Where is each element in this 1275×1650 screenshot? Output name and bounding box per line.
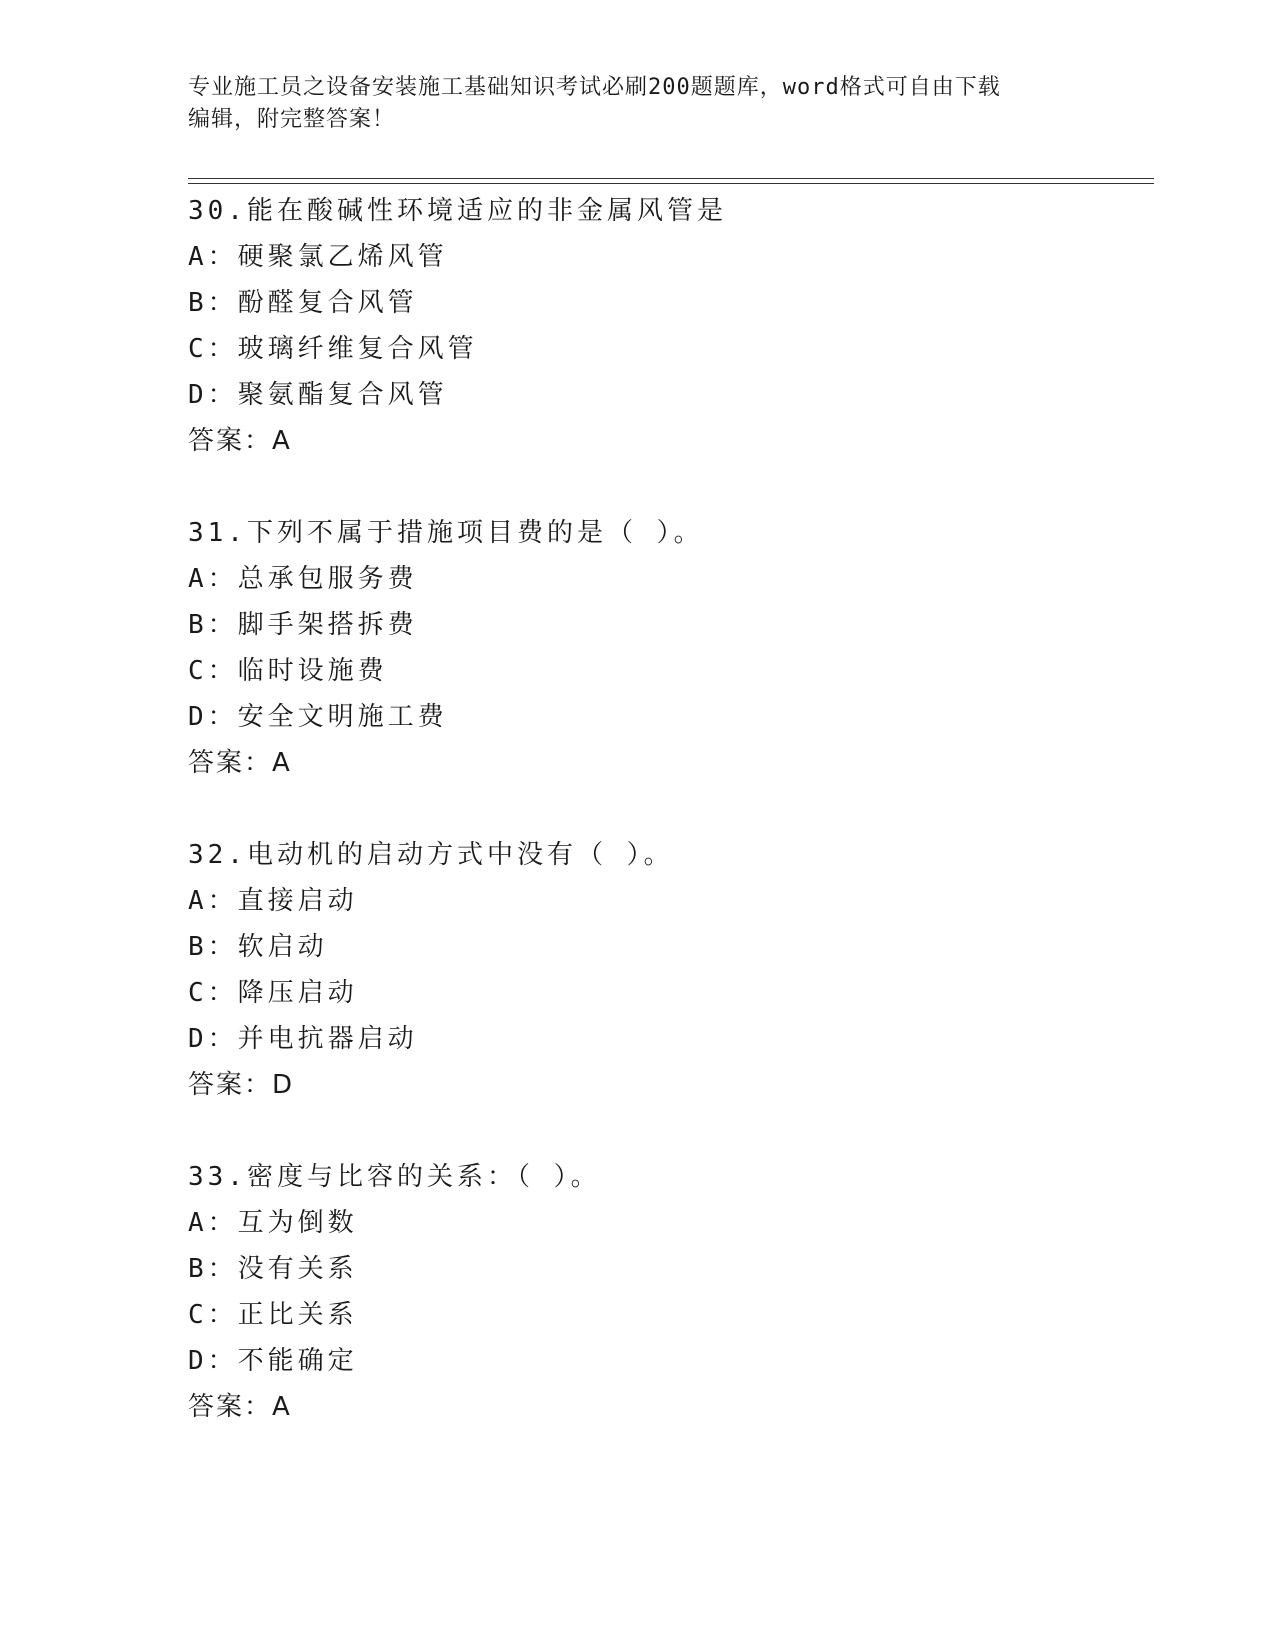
question-stem: 32.电动机的启动方式中没有（ ）。 [188, 840, 674, 870]
option-c: C：玻璃纤维复合风管 [188, 334, 478, 364]
option-d: D：不能确定 [188, 1346, 358, 1376]
option-a: A：直接启动 [188, 886, 358, 916]
answer-label: 答案：A [188, 748, 292, 778]
question-stem: 31.下列不属于措施项目费的是（ ）。 [188, 518, 704, 548]
option-b: B：软启动 [188, 932, 328, 962]
answer-label: 答案：D [188, 1070, 295, 1100]
question-33 [188, 1154, 1148, 1430]
option-a: A：互为倒数 [188, 1208, 358, 1238]
option-d: D：聚氨酯复合风管 [188, 380, 448, 410]
answer-label: 答案：A [188, 1392, 292, 1422]
option-b: B：脚手架搭拆费 [188, 610, 418, 640]
question-30 [188, 188, 1148, 464]
option-b: B：没有关系 [188, 1254, 358, 1284]
option-c: C：临时设施费 [188, 656, 388, 686]
option-a: A：总承包服务费 [188, 564, 418, 594]
header-line-2: 编辑，附完整答案！ [188, 107, 396, 132]
header-divider [188, 178, 1154, 184]
option-b: B：酚醛复合风管 [188, 288, 418, 318]
option-c: C：降压启动 [188, 978, 358, 1008]
question-stem: 33.密度与比容的关系：（ ）。 [188, 1162, 601, 1192]
option-d: D：安全文明施工费 [188, 702, 448, 732]
question-list [188, 188, 1148, 1476]
answer-label: 答案：A [188, 426, 292, 456]
option-a: A：硬聚氯乙烯风管 [188, 242, 448, 272]
option-d: D：并电抗器启动 [188, 1024, 418, 1054]
option-c: C：正比关系 [188, 1300, 358, 1330]
question-31 [188, 510, 1148, 786]
question-stem: 30.能在酸碱性环境适应的非金属风管是 [188, 196, 727, 226]
document-header [188, 72, 1068, 136]
header-line-1: 专业施工员之设备安装施工基础知识考试必刷200题题库，word格式可自由下载 [188, 75, 1001, 100]
question-32 [188, 832, 1148, 1108]
